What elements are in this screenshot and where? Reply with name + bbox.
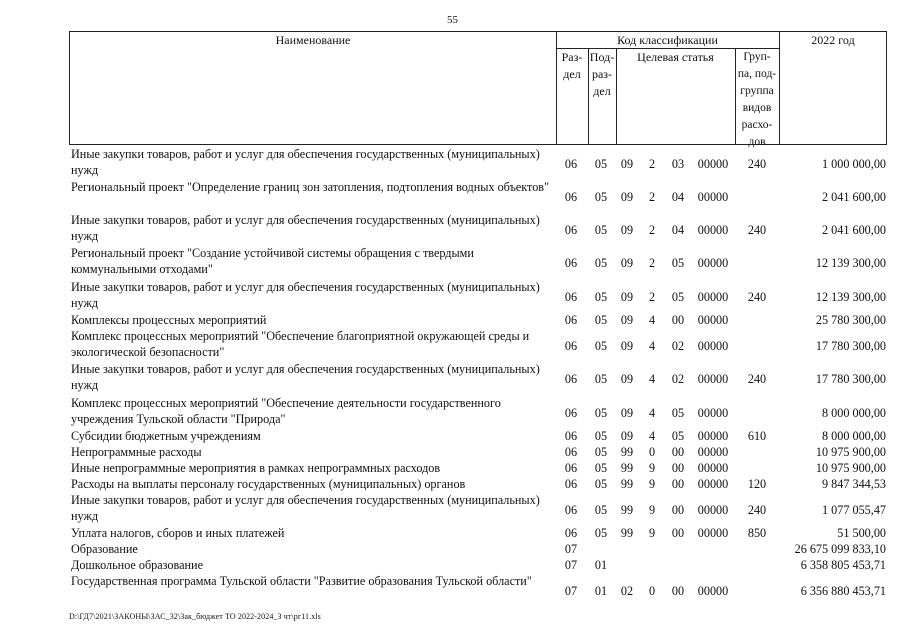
header-podrazdel: Под- раз- дел	[589, 50, 615, 98]
row-dir: 00000	[697, 290, 729, 304]
table-header	[69, 31, 887, 148]
row-main: 05	[671, 290, 685, 304]
table-row	[0, 525, 905, 541]
row-name: Иные закупки товаров, работ и услуг для обеспечения государственных (муниципальных) нужд	[71, 147, 540, 177]
row-amount: 2 041 600,00	[822, 223, 886, 237]
row-prog: 99	[620, 461, 634, 475]
row-dir: 00000	[697, 584, 729, 598]
row-vr: 240	[747, 503, 767, 517]
row-sub: 9	[648, 477, 656, 491]
row-sub: 9	[648, 461, 656, 475]
row-name: Комплекс процессных мероприятий "Обеспечение деятельности государственного учреждения Тульской области "Природа"	[71, 396, 501, 426]
row-vr: 240	[747, 290, 767, 304]
row-podrazdel: 01	[594, 584, 608, 598]
row-podrazdel: 05	[594, 157, 608, 171]
row-razdel: 07	[564, 584, 578, 598]
row-dir: 00000	[697, 406, 729, 420]
table-row	[0, 395, 905, 428]
row-dir: 00000	[697, 461, 729, 475]
row-podrazdel: 05	[594, 256, 608, 270]
row-main: 00	[671, 503, 685, 517]
row-podrazdel: 05	[594, 339, 608, 353]
row-name: Иные закупки товаров, работ и услуг для обеспечения государственных (муниципальных) нужд	[71, 362, 540, 392]
row-dir: 00000	[697, 190, 729, 204]
row-podrazdel: 01	[594, 558, 608, 572]
row-prog: 02	[620, 584, 634, 598]
row-main: 05	[671, 406, 685, 420]
table-row	[0, 476, 905, 492]
row-prog: 09	[620, 313, 634, 327]
row-razdel: 06	[564, 339, 578, 353]
row-name: Иные закупки товаров, работ и услуг для обеспечения государственных (муниципальных) нужд	[71, 280, 540, 310]
row-prog: 09	[620, 290, 634, 304]
table-row	[0, 146, 905, 179]
row-main: 02	[671, 339, 685, 353]
row-razdel: 06	[564, 503, 578, 517]
row-razdel: 06	[564, 372, 578, 386]
row-razdel: 06	[564, 445, 578, 459]
row-razdel: 06	[564, 406, 578, 420]
table-row	[0, 328, 905, 361]
row-podrazdel: 05	[594, 406, 608, 420]
row-name: Расходы на выплаты персоналу государственных (муниципальных) органов	[71, 477, 466, 491]
row-razdel: 06	[564, 190, 578, 204]
row-amount: 26 675 099 833,10	[794, 542, 886, 556]
row-amount: 10 975 900,00	[815, 445, 886, 459]
row-name: Иные закупки товаров, работ и услуг для обеспечения государственных (муниципальных) нужд	[71, 493, 540, 523]
row-name: Образование	[71, 542, 138, 556]
row-razdel: 06	[564, 429, 578, 443]
row-amount: 17 780 300,00	[815, 372, 886, 386]
row-sub: 9	[648, 503, 656, 517]
row-sub: 2	[648, 190, 656, 204]
row-razdel: 06	[564, 461, 578, 475]
table-row	[0, 179, 905, 212]
row-prog: 99	[620, 503, 634, 517]
row-razdel: 06	[564, 290, 578, 304]
row-dir: 00000	[697, 477, 729, 491]
table-row	[0, 444, 905, 460]
header-razdel: Раз- дел	[561, 50, 583, 81]
row-main: 00	[671, 461, 685, 475]
row-dir: 00000	[697, 429, 729, 443]
page-number: 55	[447, 14, 458, 26]
row-name: Комплексы процессных мероприятий	[71, 313, 267, 327]
row-podrazdel: 05	[594, 503, 608, 517]
header-year: 2022 год	[811, 33, 855, 47]
header-code-group: Код классификации	[617, 33, 718, 47]
row-podrazdel: 05	[594, 313, 608, 327]
row-main: 00	[671, 313, 685, 327]
row-amount: 2 041 600,00	[822, 190, 886, 204]
row-main: 00	[671, 477, 685, 491]
row-prog: 99	[620, 526, 634, 540]
row-prog: 99	[620, 445, 634, 459]
row-name: Дошкольное образование	[71, 558, 203, 572]
table-row	[0, 460, 905, 476]
row-sub: 4	[648, 372, 656, 386]
row-podrazdel: 05	[594, 223, 608, 237]
row-prog: 09	[620, 256, 634, 270]
table-row	[0, 492, 905, 525]
row-sub: 2	[648, 157, 656, 171]
row-amount: 10 975 900,00	[815, 461, 886, 475]
table-row	[0, 312, 905, 328]
row-razdel: 07	[564, 558, 578, 572]
row-podrazdel: 05	[594, 461, 608, 475]
row-podrazdel: 05	[594, 445, 608, 459]
row-main: 04	[671, 190, 685, 204]
row-amount: 51 500,00	[837, 526, 886, 540]
row-main: 05	[671, 429, 685, 443]
row-dir: 00000	[697, 526, 729, 540]
row-razdel: 06	[564, 157, 578, 171]
footer-file-path: D:\ГД7\2021\ЗАКОНЫ\ЗАС_32\Зак_бюджет ТО 2022-2024_3 чт\рг11.xls	[69, 612, 321, 621]
row-name: Непрограммные расходы	[71, 445, 202, 459]
row-podrazdel: 05	[594, 190, 608, 204]
row-razdel: 06	[564, 477, 578, 491]
row-sub: 0	[648, 445, 656, 459]
row-amount: 6 358 805 453,71	[800, 558, 886, 572]
row-amount: 8 000 000,00	[822, 429, 886, 443]
table-row	[0, 541, 905, 557]
table-row	[0, 573, 905, 606]
table-row	[0, 279, 905, 312]
table-row	[0, 212, 905, 245]
row-podrazdel: 05	[594, 290, 608, 304]
row-vr: 240	[747, 372, 767, 386]
row-amount: 17 780 300,00	[815, 339, 886, 353]
row-podrazdel: 05	[594, 429, 608, 443]
row-razdel: 06	[564, 313, 578, 327]
row-sub: 9	[648, 526, 656, 540]
row-name: Иные закупки товаров, работ и услуг для обеспечения государственных (муниципальных) нужд	[71, 213, 540, 243]
row-sub: 4	[648, 429, 656, 443]
row-podrazdel: 05	[594, 372, 608, 386]
row-main: 05	[671, 256, 685, 270]
table-row	[0, 428, 905, 444]
row-main: 00	[671, 445, 685, 459]
row-vr: 120	[747, 477, 767, 491]
row-amount: 1 000 000,00	[822, 157, 886, 171]
row-prog: 09	[620, 429, 634, 443]
row-amount: 9 847 344,53	[822, 477, 886, 491]
row-main: 03	[671, 157, 685, 171]
row-vr: 610	[747, 429, 767, 443]
row-dir: 00000	[697, 372, 729, 386]
row-amount: 1 077 055,47	[822, 503, 886, 517]
header-name: Наименование	[275, 33, 351, 47]
row-main: 02	[671, 372, 685, 386]
row-vr: 240	[747, 223, 767, 237]
row-prog: 09	[620, 190, 634, 204]
row-amount: 12 139 300,00	[815, 290, 886, 304]
row-amount: 8 000 000,00	[822, 406, 886, 420]
row-name: Региональный проект "Создание устойчивой системы обращения с твердыми коммунальными отходами"	[71, 246, 474, 276]
row-dir: 00000	[697, 223, 729, 237]
row-name: Субсидии бюджетным учреждениям	[71, 429, 261, 443]
row-amount: 12 139 300,00	[815, 256, 886, 270]
row-name: Иные непрограммные мероприятия в рамках непрограммных расходов	[71, 461, 441, 475]
row-sub: 2	[648, 223, 656, 237]
row-main: 00	[671, 584, 685, 598]
row-dir: 00000	[697, 445, 729, 459]
row-sub: 4	[648, 406, 656, 420]
row-prog: 09	[620, 223, 634, 237]
row-sub: 0	[648, 584, 656, 598]
row-main: 04	[671, 223, 685, 237]
row-name: Уплата налогов, сборов и иных платежей	[71, 526, 285, 540]
row-razdel: 06	[564, 526, 578, 540]
row-razdel: 06	[564, 256, 578, 270]
row-dir: 00000	[697, 157, 729, 171]
row-podrazdel: 05	[594, 477, 608, 491]
row-main: 00	[671, 526, 685, 540]
row-sub: 4	[648, 313, 656, 327]
row-vr: 850	[747, 526, 767, 540]
row-prog: 09	[620, 406, 634, 420]
row-prog: 99	[620, 477, 634, 491]
table-row	[0, 361, 905, 395]
row-vr: 240	[747, 157, 767, 171]
row-amount: 25 780 300,00	[815, 313, 886, 327]
row-prog: 09	[620, 372, 634, 386]
row-dir: 00000	[697, 313, 729, 327]
row-name: Региональный проект "Определение границ зон затопления, подтопления водных объектов"	[71, 180, 550, 194]
row-name: Комплекс процессных мероприятий "Обеспечение благоприятной окружающей среды и экологической безопасности"	[71, 329, 530, 359]
row-name: Государственная программа Тульской области "Развитие образования Тульской области"	[71, 574, 532, 588]
row-amount: 6 356 880 453,71	[800, 584, 886, 598]
row-sub: 4	[648, 339, 656, 353]
row-razdel: 07	[564, 542, 578, 556]
row-dir: 00000	[697, 339, 729, 353]
table-row	[0, 557, 905, 573]
header-target: Целевая статья	[637, 50, 714, 64]
row-dir: 00000	[697, 256, 729, 270]
row-sub: 2	[648, 256, 656, 270]
header-group: Груп- па, под- группа видов расхо- дов	[737, 51, 777, 148]
row-dir: 00000	[697, 503, 729, 517]
row-podrazdel: 05	[594, 526, 608, 540]
row-prog: 09	[620, 157, 634, 171]
row-razdel: 06	[564, 223, 578, 237]
table-row	[0, 245, 905, 279]
row-prog: 09	[620, 339, 634, 353]
row-sub: 2	[648, 290, 656, 304]
